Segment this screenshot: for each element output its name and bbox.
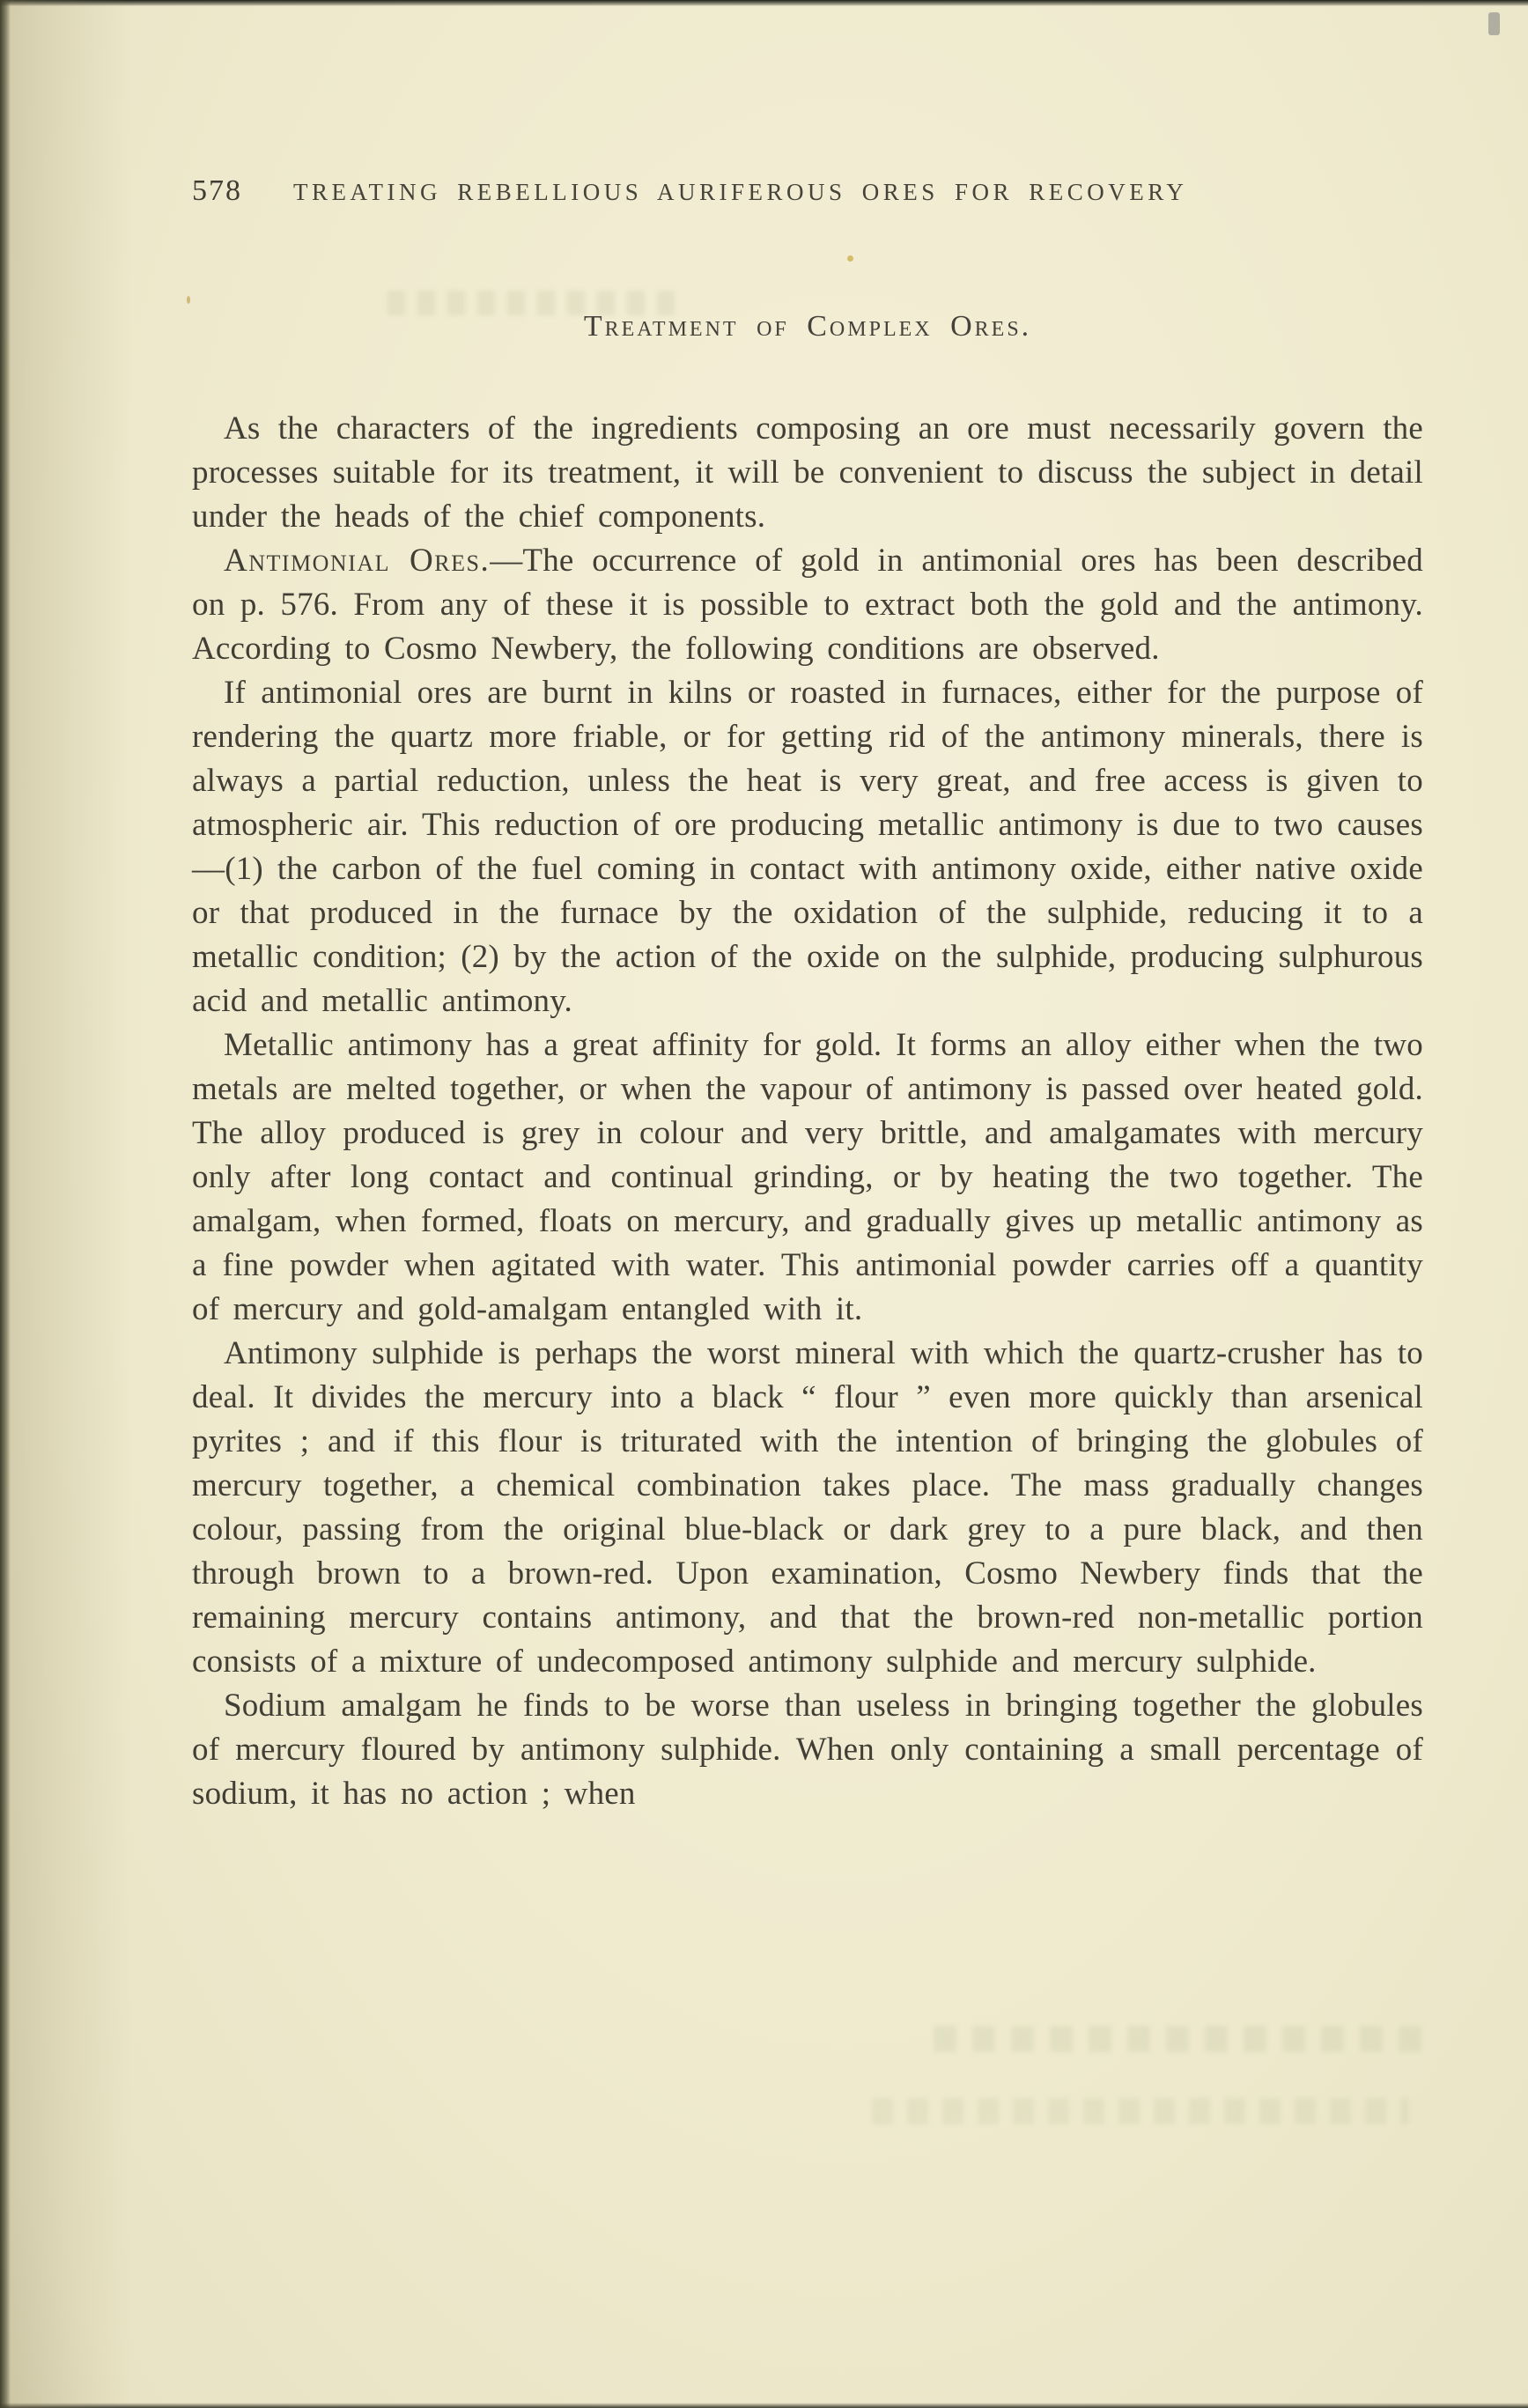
scan-edge-bottom	[0, 2403, 1528, 2408]
scan-edge-top	[0, 0, 1528, 6]
show-through-artifact	[934, 2026, 1427, 2052]
paragraph	[192, 1332, 1423, 1684]
paragraph-text: —The occurrence of gold in antimonial ores has been described on p. 576. From any of these it is possible to extract both the gold and the antimony. According to Cosmo Newbery, the following conditions are observed.	[192, 543, 1423, 667]
paragraph-text: Metallic antimony has a great affinity for gold. It forms an alloy either when the two metals are melted together, or when the vapour of antimony is passed over heated gold. The alloy produced is grey in colour and very brittle, and amalgamates with mercury only after long contact and continual grinding, or by heating the two together. The amalgam, when formed, floats on mercury, and gradually gives up metallic antimony as a fine powder when agitated with water. This antimonial powder carries off a quantity of mercury and gold-amalgam entangled with it.	[192, 1027, 1423, 1327]
page-gutter-shadow	[0, 0, 132, 2408]
page-body	[192, 407, 1423, 1816]
page-header	[192, 174, 1422, 208]
paragraph-lead-small-caps: Antimonial Ores.	[224, 543, 491, 579]
paragraph-text: Antimony sulphide is perhaps the worst mineral with which the quartz-crusher has to deal. It divides the mercury into a black “ flour ” even more quickly than arsenical pyrites ; and if this flour is triturated with the intention of bringing the globules of mercury together, a chemical combination takes place. The mass gradually changes colour, passing from the original blue-black or dark grey to a pure black, and then through brown to a brown-red. Upon examination, Cosmo Newbery finds that the remaining mercury contains antimony, and that the brown-red non-metallic portion consists of a mixture of undecomposed antimony sulphide and mercury sulphide.	[192, 1335, 1423, 1680]
paper-speck	[187, 296, 190, 304]
running-head: TREATING REBELLIOUS AURIFEROUS ORES FOR RECOVERY	[293, 179, 1188, 205]
paragraph-text: If antimonial ores are burnt in kilns or roasted in furnaces, either for the purpose of rendering the quartz more friable, or for getting rid of the antimony minerals, there is always a partial reduction, unless the heat is very great, and free access is given to atmospheric air. This reduction of ore producing metallic antimony is due to two causes—(1) the carbon of the fuel coming in contact with antimony oxide, either native oxide or that produced in the furnace by the oxidation of the sulphide, reducing it to a metallic condition; (2) by the action of the oxide on the sulphide, producing sulphurous acid and metallic antimony.	[192, 675, 1423, 1019]
paragraph-text: As the characters of the ingredients composing an ore must necessarily govern the processes suitable for its treatment, it will be convenient to discuss the subject in detail under the heads of the chief components.	[192, 410, 1423, 535]
paragraph	[192, 1684, 1423, 1816]
scan-artifact-mark	[1488, 12, 1500, 35]
paragraph	[192, 407, 1423, 539]
paragraph	[192, 671, 1423, 1023]
show-through-artifact	[872, 2098, 1409, 2124]
paper-speck	[847, 255, 853, 262]
paragraph	[192, 539, 1423, 671]
paragraph-text: Sodium amalgam he finds to be worse than useless in bringing together the globules of mercury floured by antimony sulphide. When only containing a small percentage of sodium, it has no action ; when	[192, 1688, 1423, 1812]
page-number: 578	[192, 174, 242, 207]
section-title: Treatment of Complex Ores.	[583, 310, 1032, 343]
paragraph	[192, 1023, 1423, 1332]
scan-edge-left	[0, 0, 11, 2408]
